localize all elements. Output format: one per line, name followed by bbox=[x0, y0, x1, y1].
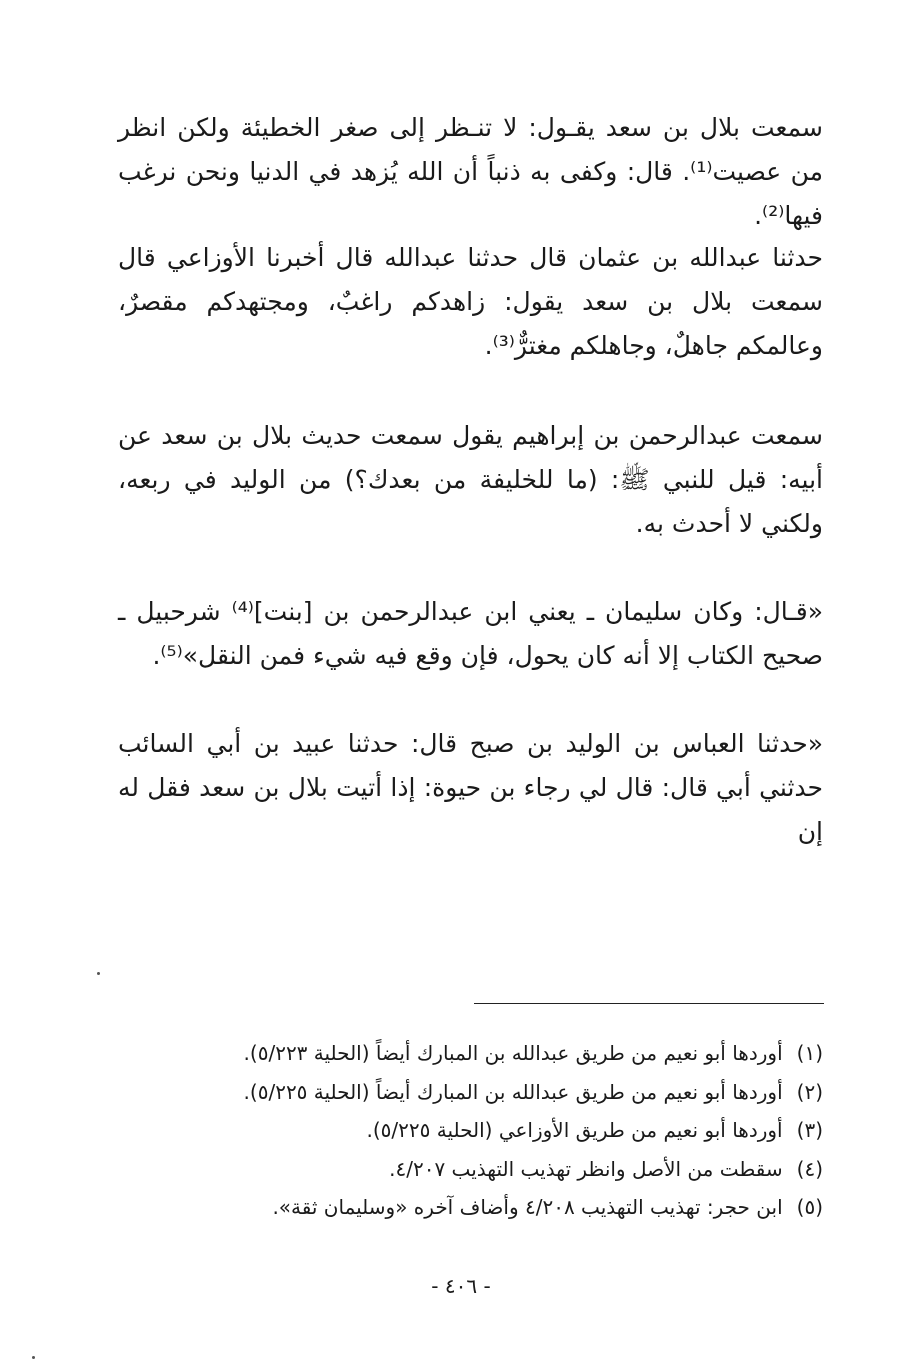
footnote-1 bbox=[180, 1034, 823, 1073]
footnote-text: أوردها أبو نعيم من طريق عبدالله بن المبارك أيضاً (الحلية ٥/٢٢٥). bbox=[243, 1079, 783, 1104]
scan-speck bbox=[97, 972, 100, 975]
page-number: - ٤٠٦ - bbox=[431, 1274, 491, 1298]
paragraph-5: «حدثنا العباس بن الوليد بن صبح قال: حدثنا عبيد بن أبي السائب حدثني أبي قال: قال لي رجاء بن حيوة: إذا أتيت بلال بن سعد فقل له إن bbox=[118, 729, 823, 846]
footnote-number: (٥) bbox=[796, 1195, 823, 1219]
footnote-text: أوردها أبو نعيم من طريق الأوزاعي (الحلية ٥/٢٢٥). bbox=[366, 1118, 783, 1142]
paragraph-4: «قـال: وكان سليمان ـ يعني ابن عبدالرحمن بن [بنت]⁽⁴⁾ شرحبيل ـ صحيح الكتاب إلا أنه كان يحول، فإن وقع فيه شيء فمن النقل»⁽⁵⁾. bbox=[118, 597, 823, 670]
scan-speck bbox=[32, 1356, 35, 1359]
footnote-text: ابن حجر: تهذيب التهذيب ٤/٢٠٨ وأضاف آخره «وسليمان ثقة». bbox=[272, 1195, 783, 1219]
footnote-number: (٢) bbox=[796, 1079, 823, 1104]
paragraph-2: حدثنا عبدالله بن عثمان قال حدثنا عبدالله قال أخبرنا الأوزاعي قال سمعت بلال بن سعد يقول: زاهدكم راغبٌ، ومجتهدكم مقصرٌ، وعالمكم جاهلٌ، وجاهلكم مغترٌّ⁽³⁾. bbox=[118, 243, 823, 360]
footnote-2 bbox=[180, 1073, 823, 1112]
footnote-number: (١) bbox=[796, 1041, 823, 1065]
paragraph-3: سمعت عبدالرحمن بن إبراهيم يقول سمعت حديث بلال بن سعد عن أبيه: قيل للنبي ﷺ: (ما للخليفة من بعدك؟) من الوليد في ربعه، ولكني لا أحدث به. bbox=[118, 421, 823, 538]
footnote-5 bbox=[180, 1188, 823, 1227]
footnote-number: (٤) bbox=[796, 1156, 823, 1181]
footnotes bbox=[180, 1034, 823, 1227]
paragraph-1: سمعت بلال بن سعد يقـول: لا تنـظر إلى صغر الخطيئة ولكن انظر من عصيت⁽¹⁾. قال: وكفى به ذنباً أن الله يُزهد في الدنيا ونحن نرغب فيها⁽²⁾. bbox=[118, 113, 823, 230]
footnote-text: أوردها أبو نعيم من طريق عبدالله بن المبارك أيضاً (الحلية ٥/٢٢٣). bbox=[243, 1041, 783, 1065]
footnote-text: سقطت من الأصل وانظر تهذيب التهذيب ٤/٢٠٧. bbox=[389, 1156, 783, 1181]
footnote-number: (٣) bbox=[796, 1118, 823, 1142]
footnote-4 bbox=[180, 1150, 823, 1189]
footnote-separator bbox=[474, 1003, 824, 1004]
footnote-3 bbox=[180, 1111, 823, 1150]
